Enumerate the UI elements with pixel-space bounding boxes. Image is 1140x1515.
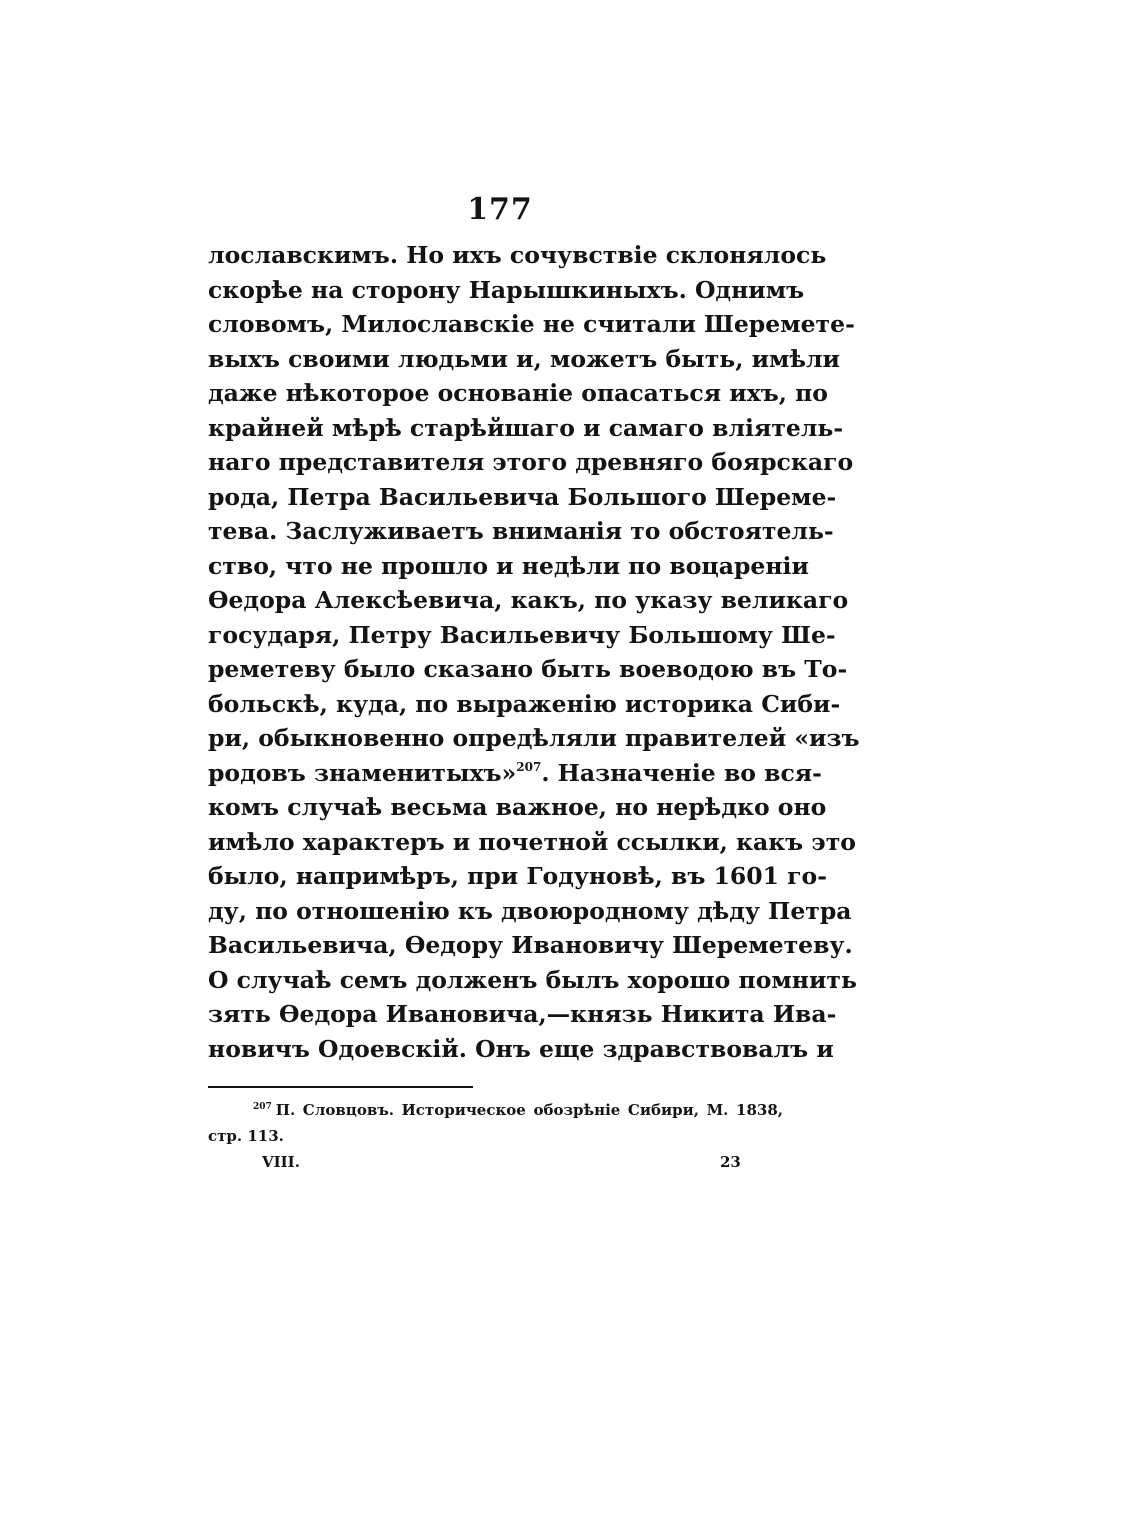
text-line-with-note bbox=[208, 756, 822, 791]
text-line: имѣло характеръ и почетной ссылки, какъ это bbox=[208, 827, 856, 856]
text-line: комъ случаѣ весьма важное, но нерѣдко оно bbox=[208, 793, 827, 821]
text-line: рода, Петра Васильевича Большого Шереме- bbox=[208, 482, 837, 511]
page-number: 177 bbox=[467, 192, 533, 227]
text-line: ство, что не прошло и недѣли по воцареніи bbox=[208, 551, 809, 580]
text-line: словомъ, Милославскіе не считали Шереметe- bbox=[208, 310, 855, 338]
text-fragment: . Назначеніе во вся- bbox=[541, 758, 822, 787]
body-text bbox=[208, 238, 860, 1066]
text-line: государя, Петру Васильевичу Большому Ше- bbox=[208, 620, 836, 649]
text-line: скорѣе на сторону Нарышкиныхъ. Однимъ bbox=[208, 275, 805, 304]
text-line: Васильевича, Өедору Ивановичу Шереметеву. bbox=[208, 931, 853, 959]
text-line: тева. Заслуживаетъ вниманія то обстоятель- bbox=[208, 517, 834, 545]
text-line: лославскимъ. Но ихъ сочувствіе склонялось bbox=[208, 241, 827, 269]
text-line: зять Өедора Ивановича,—князь Никита Ива- bbox=[208, 1000, 837, 1028]
footnote bbox=[208, 1097, 783, 1149]
footnote-reference: 207 bbox=[516, 759, 542, 774]
footnote-text: П. Словцовъ. Историческое обозрѣніе Сибири, М. 1838, bbox=[275, 1101, 783, 1119]
footnote-divider bbox=[208, 1086, 473, 1088]
text-fragment: родовъ знаменитыхъ» bbox=[208, 758, 517, 787]
footnote-line: стр. 113. bbox=[208, 1127, 284, 1145]
text-line: выхъ своими людьми и, можетъ быть, имѣли bbox=[208, 344, 840, 373]
text-line: ри, обыкновенно опредѣляли правителей «изъ bbox=[208, 724, 860, 752]
text-line: было, напримѣръ, при Годуновѣ, въ 1601 го- bbox=[208, 862, 827, 890]
text-line: Өедора Алексѣевича, какъ, по указу великаго bbox=[208, 586, 849, 614]
footnote-marker: 207 bbox=[253, 1102, 272, 1112]
text-line: ду, по отношенію къ двоюродному дѣду Петра bbox=[208, 896, 852, 925]
signature-volume: VIII. bbox=[262, 1153, 300, 1171]
text-line: О случаѣ семъ долженъ былъ хорошо помнить bbox=[208, 965, 857, 994]
text-line: крайней мѣрѣ старѣйшаго и самаго вліятель- bbox=[208, 413, 844, 442]
text-line: даже нѣкоторое основаніе опасаться ихъ, по bbox=[208, 379, 828, 407]
signature-sheet: 23 bbox=[720, 1153, 741, 1171]
text-line: больскѣ, куда, по выраженію историка Сиби- bbox=[208, 689, 841, 718]
text-line: реметеву было сказано быть воеводою въ То- bbox=[208, 655, 848, 683]
text-line: новичъ Одоевскій. Онъ еще здравствовалъ и bbox=[208, 1034, 834, 1063]
text-line: наго представителя этого древняго боярскаго bbox=[208, 448, 854, 476]
footnote-line bbox=[208, 1097, 783, 1123]
